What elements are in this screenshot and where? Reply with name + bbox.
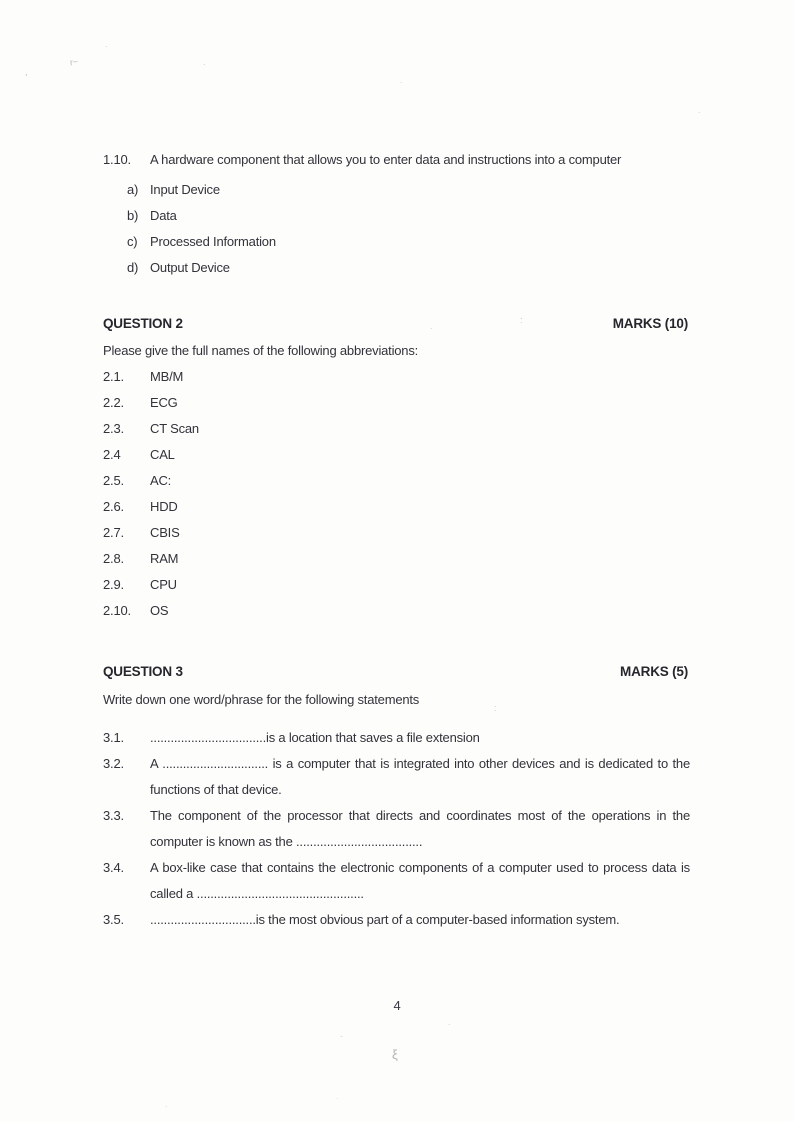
item-number: 2.8. xyxy=(103,551,124,566)
item-abbr: CBIS xyxy=(150,525,180,540)
abbreviation-item xyxy=(103,598,199,624)
item-number: 3.2. xyxy=(103,756,124,771)
abbreviation-item xyxy=(103,390,199,416)
item-abbr: CAL xyxy=(150,447,175,462)
question-3-intro: Write down one word/phrase for the following statements xyxy=(103,692,420,707)
item-number: 2.6. xyxy=(103,499,124,514)
page-number: 4 xyxy=(393,998,401,1013)
option-b xyxy=(127,203,276,229)
statement-item xyxy=(103,803,690,855)
scan-artifact-speck: . xyxy=(203,57,206,67)
item-number: 2.5. xyxy=(103,473,124,488)
item-number: 2.9. xyxy=(103,577,124,592)
question-1-10 xyxy=(103,152,621,167)
statement-item xyxy=(103,725,690,751)
statement-item xyxy=(103,907,690,933)
question-3-marks: MARKS (5) xyxy=(620,664,688,679)
scan-artifact-speck: : xyxy=(520,315,523,325)
scan-artifact-speck: . xyxy=(448,1017,451,1027)
item-number: 2.3. xyxy=(103,421,124,436)
scan-artifact-speck: . xyxy=(105,39,108,49)
item-abbr: MB/M xyxy=(150,369,184,384)
abbreviation-item xyxy=(103,572,199,598)
option-text: Output Device xyxy=(150,260,230,275)
item-abbr: CT Scan xyxy=(150,421,199,436)
abbreviation-item xyxy=(103,494,199,520)
question-3-heading: QUESTION 3 xyxy=(103,664,183,679)
item-number: 2.2. xyxy=(103,395,124,410)
item-text: ..................................is a location that saves a file extension xyxy=(150,730,480,745)
question-3-items xyxy=(103,725,690,933)
item-number: 3.4. xyxy=(103,860,124,875)
question-2-heading-row xyxy=(103,316,688,331)
option-text: Data xyxy=(150,208,177,223)
scan-artifact-speck: : xyxy=(494,703,497,713)
question-2-marks: MARKS (10) xyxy=(612,316,688,331)
abbreviation-item xyxy=(103,520,199,546)
item-abbr: OS xyxy=(150,603,169,618)
item-abbr: AC: xyxy=(150,473,172,488)
item-abbr: HDD xyxy=(150,499,178,514)
question-1-10-options xyxy=(127,177,276,281)
scan-artifact-squiggle: ξ xyxy=(392,1047,398,1062)
item-text: A ............................... is a computer that is integrated into other devices and is dedicated to the functions of that device. xyxy=(150,756,690,797)
scan-artifact-speck: . xyxy=(430,321,433,331)
abbreviation-item xyxy=(103,442,199,468)
item-text: A box-like case that contains the electronic components of a computer used to process data is called a ................................................. xyxy=(150,860,690,901)
option-d xyxy=(127,255,276,281)
option-label: d) xyxy=(127,260,139,275)
item-number: 3.1. xyxy=(103,730,124,745)
option-text: Processed Information xyxy=(150,234,276,249)
question-number: 1.10. xyxy=(103,152,131,167)
scan-artifact-speck: , xyxy=(25,67,28,77)
abbreviation-item xyxy=(103,364,199,390)
scan-artifact-squiggle: r~ xyxy=(69,56,79,68)
option-a xyxy=(127,177,276,203)
item-abbr: RAM xyxy=(150,551,179,566)
item-abbr: CPU xyxy=(150,577,177,592)
scan-artifact-speck: - xyxy=(340,1031,343,1041)
statement-item xyxy=(103,855,690,907)
option-label: b) xyxy=(127,208,139,223)
item-text: The component of the processor that directs and coordinates most of the operations in the computer is known as the ..................................... xyxy=(150,808,690,849)
item-number: 2.10. xyxy=(103,603,131,618)
option-label: a) xyxy=(127,182,139,197)
item-number: 2.4 xyxy=(103,447,121,462)
option-text: Input Device xyxy=(150,182,220,197)
question-2-items xyxy=(103,364,199,624)
item-number: 3.5. xyxy=(103,912,124,927)
item-number: 2.7. xyxy=(103,525,124,540)
item-number: 3.3. xyxy=(103,808,124,823)
item-number: 2.1. xyxy=(103,369,124,384)
abbreviation-item xyxy=(103,546,199,572)
question-2-heading: QUESTION 2 xyxy=(103,316,183,331)
question-2-intro: Please give the full names of the following abbreviations: xyxy=(103,343,419,358)
question-3-heading-row xyxy=(103,664,688,679)
item-text: ...............................is the most obvious part of a computer-based information system. xyxy=(150,912,620,927)
option-label: c) xyxy=(127,234,138,249)
item-abbr: ECG xyxy=(150,395,178,410)
option-c xyxy=(127,229,276,255)
scan-artifact-speck: . xyxy=(336,1091,339,1101)
scan-artifact-speck: . xyxy=(698,105,701,115)
abbreviation-item xyxy=(103,468,199,494)
scan-artifact-speck: . xyxy=(165,1099,168,1109)
statement-item xyxy=(103,751,690,803)
question-text: A hardware component that allows you to enter data and instructions into a computer xyxy=(150,152,622,167)
scan-artifact-speck: . xyxy=(400,75,403,85)
abbreviation-item xyxy=(103,416,199,442)
